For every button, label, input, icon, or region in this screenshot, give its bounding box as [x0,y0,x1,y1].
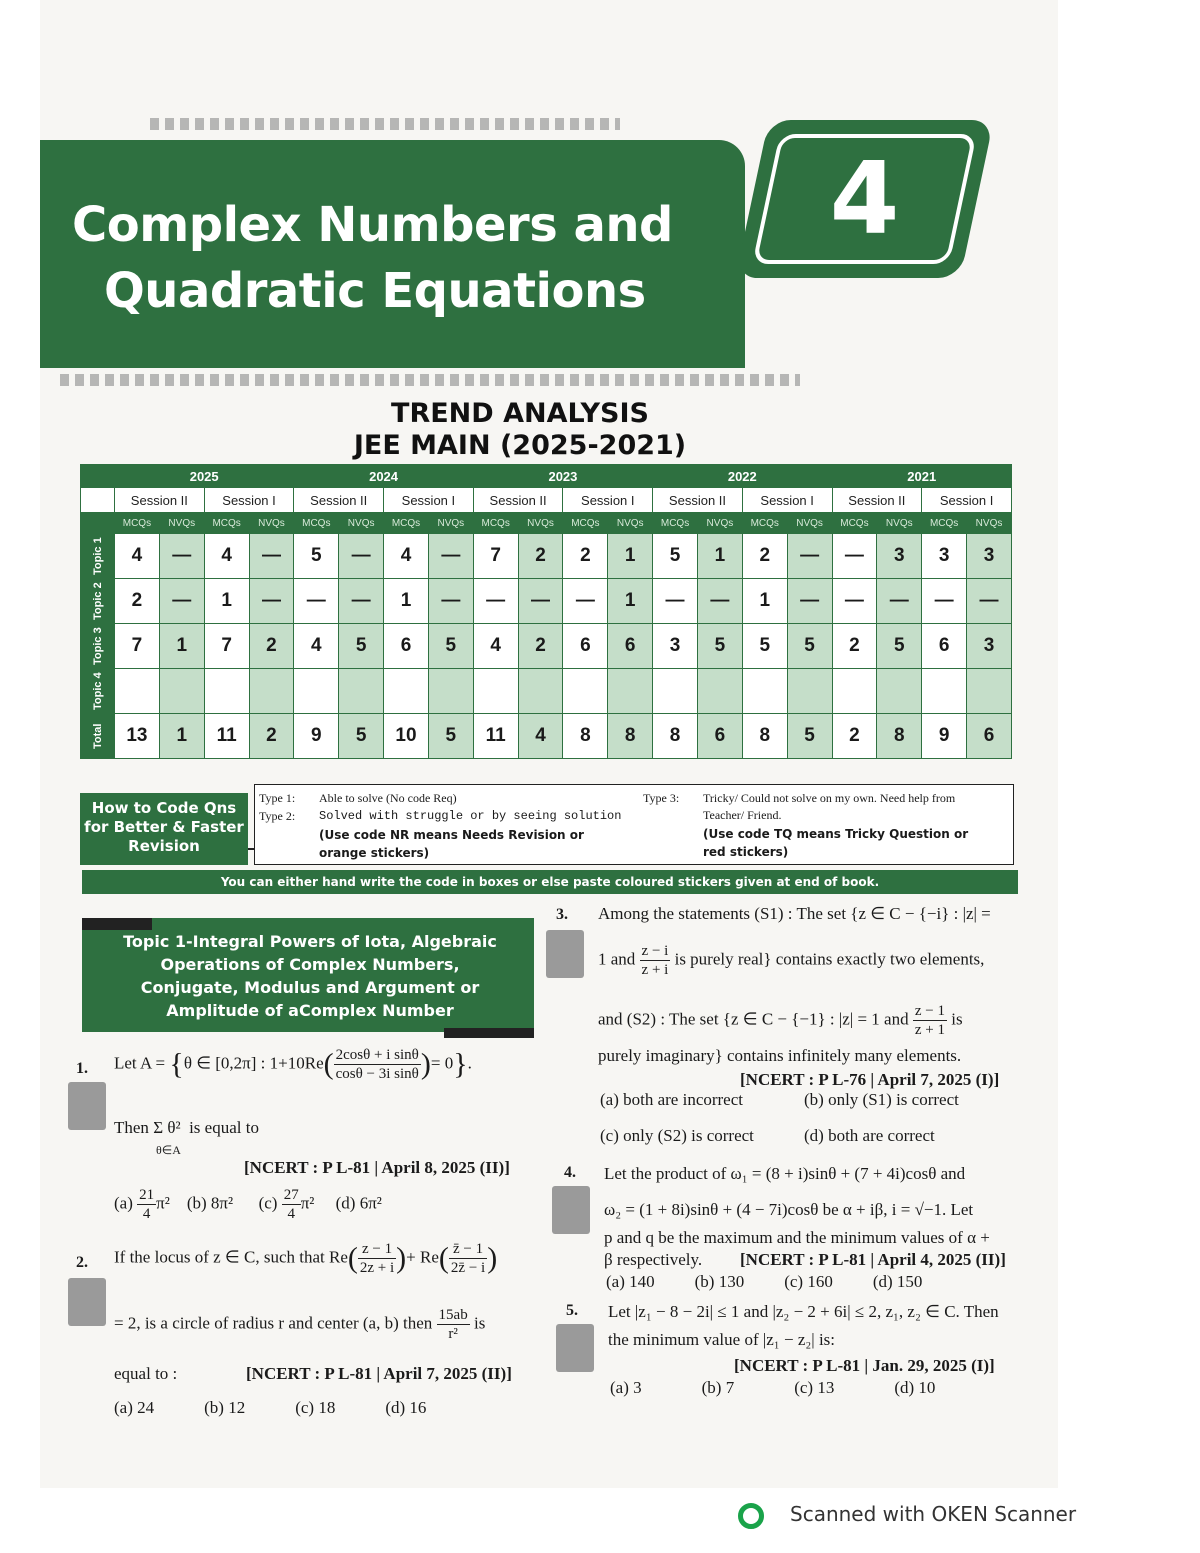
table-cell: — [518,579,563,624]
table-cell: 11 [204,714,249,759]
table-cell: — [832,534,877,579]
type2-label: Type 2: [259,809,296,823]
type2-text: Solved with struggle or by seeing solution [319,809,622,823]
topic-line2: Operations of Complex Numbers, [160,955,460,974]
year-header: 2025 [115,465,294,488]
type3-text-line2: Teacher/ Friend. [703,808,782,822]
type-header: NVQs [339,513,384,534]
type-header: MCQs [294,513,339,534]
table-cell: — [473,579,518,624]
table-cell: 2 [518,534,563,579]
table-cell: 4 [473,624,518,669]
topic-line1: Topic 1-Integral Powers of Iota, Algebraic [123,932,497,951]
row-label: Total [81,714,115,759]
howto-line3: Revision [128,837,200,855]
q1-pre: Let A = [114,1053,166,1073]
table-corner [81,488,115,513]
type-header: NVQs [697,513,742,534]
table-cell [742,669,787,714]
session-header: Session II [473,488,563,513]
table-cell: — [877,579,922,624]
table-cell: 3 [967,624,1012,669]
type2-code-line1: (Use code NR means Needs Revision or [319,828,584,842]
table-cell: 2 [115,579,160,624]
table-cell: 1 [204,579,249,624]
q4-reference: [NCERT : P L-81 | April 4, 2025 (II)] [740,1250,1006,1269]
session-header: Session II [115,488,205,513]
table-cell [339,669,384,714]
table-cell: 4 [294,624,339,669]
table-cell: 1 [159,714,204,759]
type3-code-line1: (Use code TQ means Tricky Question or [703,827,969,841]
table-cell: — [159,534,204,579]
type3-code-line2: red stickers) [703,845,789,859]
session-header: Session I [384,488,474,513]
table-cell: 1 [608,534,653,579]
table-cell: 7 [204,624,249,669]
table-cell: 2 [518,624,563,669]
howto-line2: for Better & Faster [84,818,244,836]
table-cell: 3 [653,624,698,669]
table-cell: 8 [653,714,698,759]
type-header: NVQs [249,513,294,534]
sticker-instruction-stripe: You can either hand write the code in boxes or else paste coloured stickers given at end of book. [82,870,1018,894]
type-header: MCQs [742,513,787,534]
table-cell: 8 [742,714,787,759]
table-cell: — [159,579,204,624]
q1-reference: [NCERT : P L-81 | April 8, 2025 (II)] [244,1158,510,1177]
type3-label: Type 3: [643,791,680,805]
type2-code-line2: orange stickers) [319,846,430,860]
year-header: 2022 [653,465,832,488]
table-cell: 4 [204,534,249,579]
table-cell: 2 [742,534,787,579]
table-cell [832,669,877,714]
row-label: Topic 3 [81,624,115,669]
table-cell: 5 [339,624,384,669]
table-cell: — [428,534,473,579]
table-cell: 2 [249,624,294,669]
type1-label: Type 1: [259,791,296,805]
table-cell: 10 [384,714,429,759]
topic-line4: Amplitude of aComplex Number [166,1001,454,1020]
q5-options: (a) 3 (b) 7 (c) 13 (d) 10 [610,1378,936,1397]
q4-code-box[interactable] [552,1186,590,1234]
table-cell: 3 [967,534,1012,579]
row-label: Topic 2 [81,579,115,624]
q4-options: (a) 140 (b) 130 (c) 160 (d) 150 [606,1272,923,1291]
table-cell: 8 [877,714,922,759]
table-cell: 5 [653,534,698,579]
year-header: 2024 [294,465,473,488]
table-cell [608,669,653,714]
table-cell: 2 [563,534,608,579]
q1-sum: Σ θ² [153,1118,181,1137]
table-cell: 5 [787,714,832,759]
how-to-code-box [80,793,248,865]
trend-table [80,464,1012,759]
table-cell: 11 [473,714,518,759]
type-header: NVQs [967,513,1012,534]
table-cell [563,669,608,714]
table-cell: 5 [294,534,339,579]
q3-line2: 1 and $\frac{z - i}{z + i}$ is purely real} contains exactly two elements, [598,943,985,978]
table-cell: 7 [115,624,160,669]
chapter-title [72,192,673,324]
decor-dots-top [150,118,620,130]
session-header: Session II [294,488,384,513]
q4-number: 4. [564,1164,576,1181]
type-header: MCQs [832,513,877,534]
type-header: NVQs [787,513,832,534]
table-cell: 1 [159,624,204,669]
type-header: MCQs [922,513,967,534]
q2-reference: [NCERT : P L-81 | April 7, 2025 (II)] [246,1364,512,1383]
q2-line3: equal to : [114,1364,178,1383]
table-cell [294,669,339,714]
q5-line1: Let |z₁ − 8 − 2i| ≤ 1 and |z₂ − 2 + 6i| ≤ 2, z₁, z₂ ∈ C. Then [608,1302,999,1321]
year-header: 2023 [473,465,652,488]
table-cell: 4 [115,534,160,579]
q3-line4: purely imaginary} contains infinitely many elements. [598,1046,962,1065]
type1-text: Able to solve (No code Req) [319,791,457,805]
type-header: NVQs [608,513,653,534]
q2-code-box[interactable] [68,1278,106,1326]
q2-line2: = 2, is a circle of radius r and center (a, b) then $\frac{15ab}{\text{r²}}$ is [114,1307,486,1342]
type3-text-line1: Tricky/ Could not solve on my own. Need help from [703,791,956,805]
year-header: 2021 [832,465,1012,488]
table-cell: 6 [967,714,1012,759]
table-cell: 9 [294,714,339,759]
table-cell: 2 [832,714,877,759]
chapter-title-line1: Complex Numbers and [72,197,673,253]
table-cell [653,669,698,714]
q1-statement: Let A = {θ ∈ [0,2π] : 1+10Re( $\frac{\text{2cosθ + i sinθ}}{\text{cosθ − 3i sinθ}}$ )= 0}. [114,1047,472,1082]
table-cell: — [967,579,1012,624]
trend-subtitle: JEE MAIN (2025-2021) [353,430,687,461]
scanner-watermark: Scanned with OKEN Scanner [790,1502,1077,1526]
table-cell [384,669,429,714]
table-cell: — [249,579,294,624]
trend-heading [300,398,740,462]
table-cell: — [294,579,339,624]
table-cell: 1 [742,579,787,624]
table-cell [115,669,160,714]
q1-code-box[interactable] [68,1082,106,1130]
table-cell: — [832,579,877,624]
table-cell: 5 [787,624,832,669]
table-cell: 3 [922,534,967,579]
q4-line3: p and q be the maximum and the minimum values of α + [604,1228,990,1247]
session-header: Session I [922,488,1012,513]
q5-code-box[interactable] [556,1324,594,1372]
chapter-title-line2: Quadratic Equations [104,263,646,319]
table-cell: 7 [473,534,518,579]
table-cell: 1 [697,534,742,579]
q4-line4: β respectively. [604,1250,703,1269]
type-legend-box [254,784,1014,865]
q5-line2: the minimum value of |z₁ − z₂| is: [608,1330,836,1349]
table-cell [877,669,922,714]
q3-option-a: (a) both are incorrect [600,1090,743,1109]
q3-number: 3. [556,906,568,923]
type-header: MCQs [563,513,608,534]
type-header: NVQs [159,513,204,534]
table-cell: 4 [518,714,563,759]
table-cell: 1 [608,579,653,624]
q4-line2: ω₂ = (1 + 8i)sinθ + (4 − 7i)cosθ be α + iβ, i = √−1. Let [604,1200,974,1219]
table-cell: 5 [697,624,742,669]
topic-line3: Conjugate, Modulus and Argument or [140,978,480,997]
table-cell [428,669,473,714]
q5-number: 5. [566,1302,578,1319]
q1-sum-index: θ∈A [156,1143,181,1157]
table-cell: 6 [563,624,608,669]
howto-line1: How to Code Qns [91,799,237,817]
type-header: MCQs [473,513,518,534]
q3-line3: and (S2) : The set {z ∈ C − {−1} : |z| = 1 and $\frac{z - 1}{z + 1}$ is [598,1003,963,1038]
type-header: NVQs [518,513,563,534]
q2-line1: If the locus of z ∈ C, such that Re( $\frac{z - 1}{2z + i}$ )+ Re( $\frac{z̄ - 1}{2z̄ - i}$ ) [114,1241,498,1276]
q3-line1: Among the statements (S1) : The set {z ∈ C − {−i} : |z| = [598,904,991,923]
type-header: MCQs [653,513,698,534]
q2-number: 2. [76,1254,88,1271]
table-cell: 5 [428,714,473,759]
q3-option-b: (b) only (S1) is correct [804,1090,959,1109]
table-corner [81,513,115,534]
q3-option-c: (c) only (S2) is correct [600,1126,754,1145]
table-cell [697,669,742,714]
session-header: Session II [653,488,743,513]
table-cell: 1 [384,579,429,624]
chapter-number: 4 [829,140,900,257]
session-header: Session I [204,488,294,513]
decor-dots-bottom [60,374,800,386]
session-header: Session I [742,488,832,513]
row-label: Topic 4 [81,669,115,714]
table-cell: — [787,579,832,624]
q3-reference: [NCERT : P L-76 | April 7, 2025 (I)] [740,1070,1000,1089]
table-cell: 6 [697,714,742,759]
oken-logo-icon [738,1503,764,1529]
session-header: Session II [832,488,922,513]
type-header: NVQs [877,513,922,534]
table-cell: 2 [249,714,294,759]
q1-number: 1. [76,1060,88,1077]
table-cell: 5 [339,714,384,759]
table-cell: 6 [384,624,429,669]
q3-code-box[interactable] [546,930,584,978]
q1-then: Then Σ θ² is equal to [114,1118,259,1137]
type-header: MCQs [115,513,160,534]
table-cell: 5 [742,624,787,669]
table-cell [159,669,204,714]
q2-options: (a) 24 (b) 12 (c) 18 (d) 16 [114,1398,427,1417]
table-cell: — [697,579,742,624]
table-cell [249,669,294,714]
table-cell: 5 [877,624,922,669]
table-cell: 8 [563,714,608,759]
table-cell [967,669,1012,714]
table-cell: 2 [832,624,877,669]
q1-set-b: = 0 [430,1053,454,1073]
table-cell: 13 [115,714,160,759]
table-cell [518,669,563,714]
table-cell: — [249,534,294,579]
type-header: MCQs [384,513,429,534]
table-cell: — [563,579,608,624]
table-corner [81,465,115,488]
table-cell [787,669,832,714]
table-cell: — [922,579,967,624]
table-cell: 6 [608,624,653,669]
table-cell: — [653,579,698,624]
type-header: MCQs [204,513,249,534]
table-cell: 4 [384,534,429,579]
q5-reference: [NCERT : P L-81 | Jan. 29, 2025 (I)] [734,1356,995,1375]
table-cell: 3 [877,534,922,579]
q1-set-a: θ ∈ [0,2π] : 1+10Re [183,1053,324,1073]
trend-title: TREND ANALYSIS [391,398,649,429]
table-cell [922,669,967,714]
table-cell [204,669,249,714]
row-label: Topic 1 [81,534,115,579]
table-cell: — [428,579,473,624]
table-cell [473,669,518,714]
q3-option-d: (d) both are correct [804,1126,935,1145]
table-cell: — [339,534,384,579]
type-header: NVQs [428,513,473,534]
table-cell: 8 [608,714,653,759]
table-cell: 6 [922,624,967,669]
table-cell: 5 [428,624,473,669]
table-cell: — [787,534,832,579]
topic-heading [100,930,520,1022]
table-cell: — [339,579,384,624]
session-header: Session I [563,488,653,513]
q1-fraction: $\frac{\text{2cosθ + i sinθ}}{\text{cosθ − 3i sinθ}}$ [335,1047,419,1082]
q4-line1: Let the product of ω₁ = (8 + i)sinθ + (7 + 4i)cosθ and [604,1164,966,1183]
q1-options: (a) $\frac{21}{4}$ π² (b) 8π² (c) $\frac{27}{4}$ π² (d) 6π² [114,1187,382,1222]
table-cell: 9 [922,714,967,759]
